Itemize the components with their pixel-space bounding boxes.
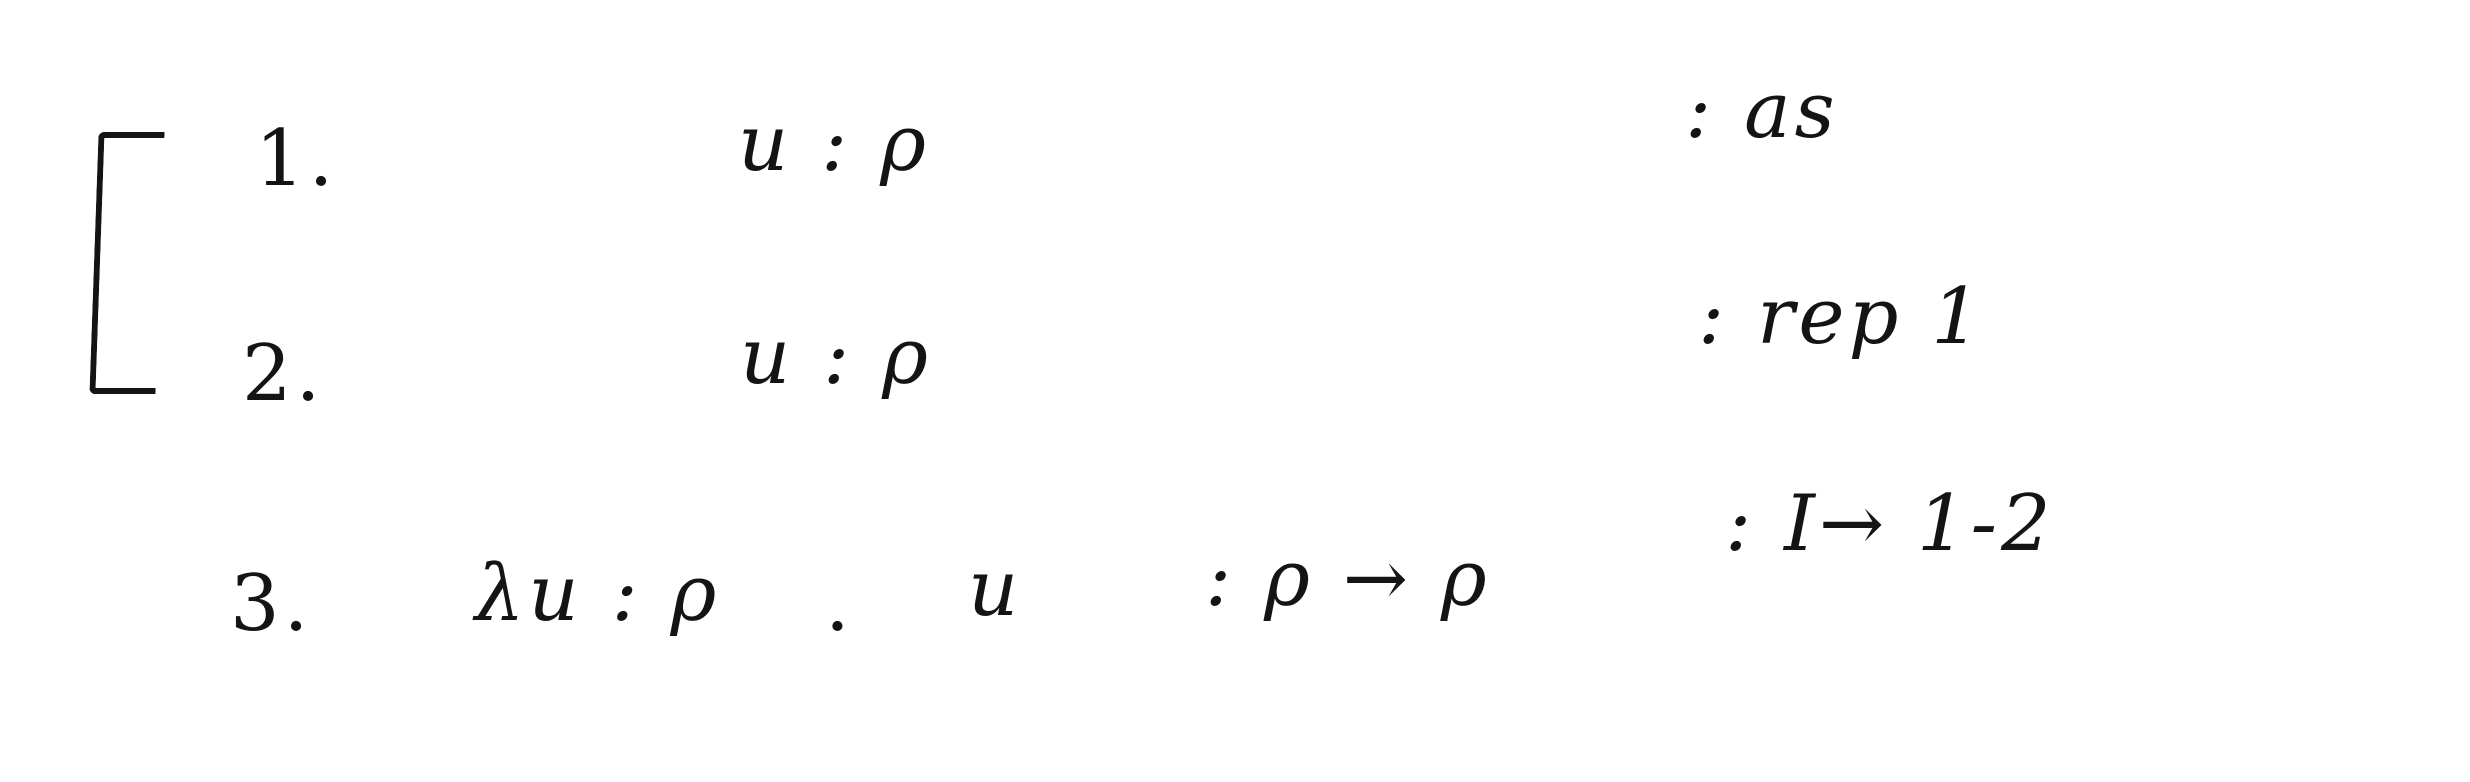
line-2-statement: u : ρ: [740, 312, 932, 402]
line-3-type: : ρ → ρ: [1205, 534, 1491, 624]
line-3-term: λu : ρ: [475, 549, 721, 639]
subproof-bracket: [89, 132, 164, 394]
line-1-number: 1.: [255, 114, 338, 204]
line-3-number: 3.: [230, 559, 313, 649]
line-2-justification: : rep 1: [1698, 272, 1985, 362]
line-1-justification: : as: [1685, 66, 1839, 156]
line-3-justification: : I→ 1-2: [1725, 479, 2055, 569]
line-3-dot: .: [825, 559, 854, 649]
line-2-number: 2.: [242, 329, 325, 419]
line-3-subject: u: [968, 544, 1023, 634]
line-1-statement: u : ρ: [738, 99, 930, 189]
